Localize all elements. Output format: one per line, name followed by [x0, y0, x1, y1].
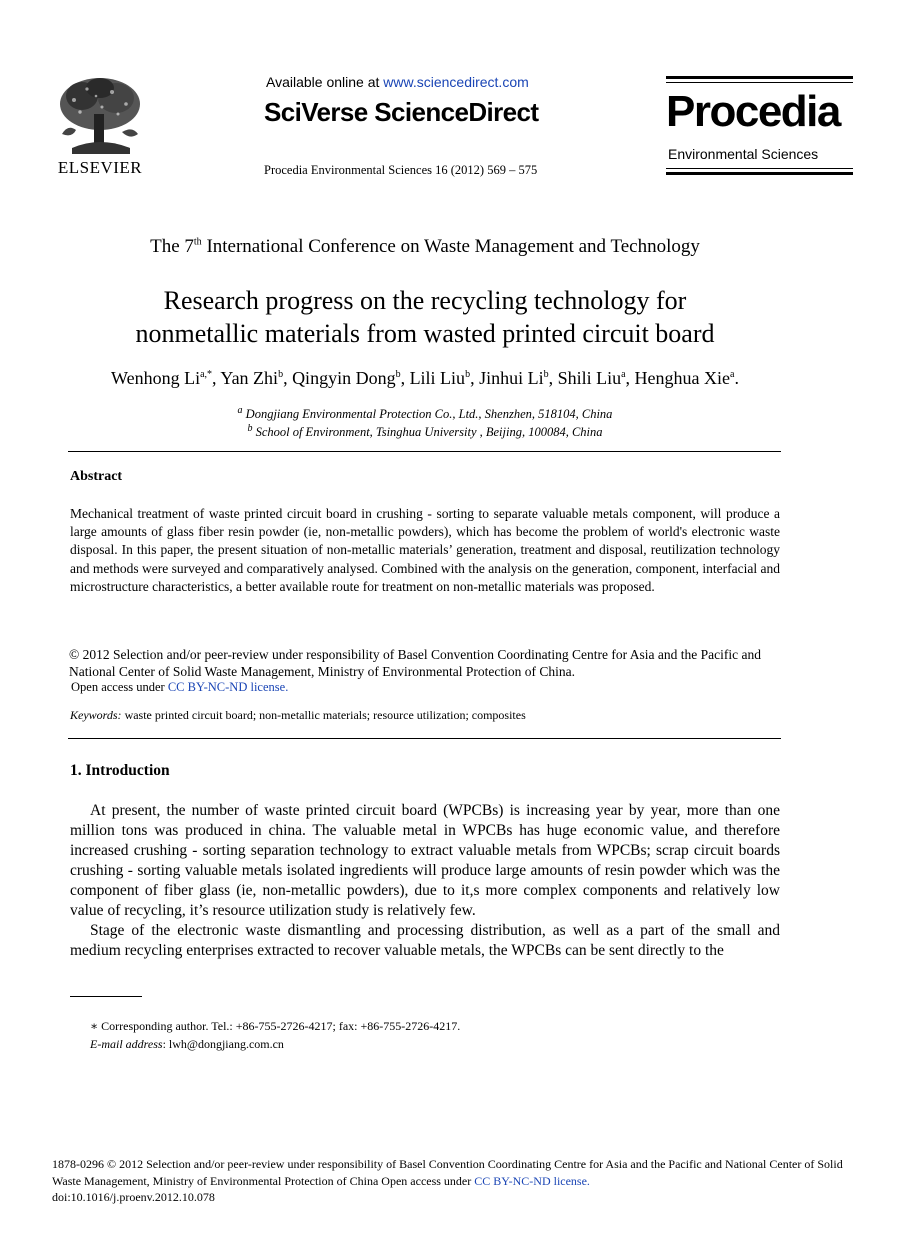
- author-affiliation-mark: b: [465, 369, 471, 380]
- author-affiliation-mark: b: [543, 369, 549, 380]
- available-online-label: Available online at: [266, 74, 380, 90]
- procedia-subtitle: Environmental Sciences: [668, 146, 819, 162]
- author-name: Wenhong Li: [111, 368, 201, 388]
- available-online-line: [266, 74, 529, 90]
- procedia-logo: [666, 76, 853, 176]
- elsevier-tree-icon: [52, 74, 148, 156]
- intro-paragraph-1: At present, the number of waste printed circuit board (WPCBs) is increasing year by year, more than one million tons was produced in china. The valuable metal in WPCBs has huge economic value, and therefore increased crushing - sorting separation technology to extract valuable metals from WPCBs; scrap circuit boards crushing - sorting valuable metals isolated ingredients will produce large amounts of resin powder which was the component of fiber glass (ie, non-metallic powders), due to it,s more complex components and relatively low value of recycling, it’s resource utilization study is relatively few.: [70, 802, 780, 919]
- affiliation-b: $^b$ School of Environment, Tsinghua University , Beijing, 100084, China: [247, 422, 603, 439]
- paper-title-line-1: Research progress on the recycling technology for: [163, 286, 687, 315]
- author-separator: .: [734, 368, 739, 388]
- author-name: Jinhui Li: [479, 368, 544, 388]
- author-affiliation-mark: b: [278, 369, 284, 380]
- procedia-wordmark: Procedia: [666, 87, 840, 136]
- sciverse-sciencedirect-logo: SciVerse ScienceDirect: [264, 97, 539, 127]
- author-name: Lili Liu: [409, 368, 466, 388]
- sciencedirect-link[interactable]: www.sciencedirect.com: [383, 74, 529, 90]
- conference-name: The 7th International Conference on Waste Management and Technology: [150, 236, 700, 257]
- section-heading-introduction: 1. Introduction: [70, 762, 170, 779]
- author-name: Qingyin Dong: [292, 368, 396, 388]
- paper-title-line-2: nonmetallic materials from wasted printed circuit board: [135, 319, 715, 348]
- issn-footer: 1878-0296 © 2012 Selection and/or peer-review under responsibility of Basel Convention Coordinating Centre for Asia and the Pacific and National Center of Solid Waste Management, Ministry of Environmental Protection of China Open access under CC BY-NC-ND license. doi:10.1016/j.proenv.2012.10.078: [52, 1156, 872, 1206]
- license-link[interactable]: CC BY-NC-ND license.: [167, 680, 289, 694]
- email-footnote: E-mail address: lwh@dongjiang.com.cn: [90, 1037, 284, 1051]
- copyright-statement: © 2012 Selection and/or peer-review under responsibility of Basel Convention Coordinating Centre for Asia and the Pacific and National Center of Solid Waste Management, Ministry of Environmental Protection of China.: [69, 647, 761, 679]
- author-name: Shili Liu: [557, 368, 622, 388]
- abstract-body: Mechanical treatment of waste printed circuit board in crushing - sorting to separate valuable metals component, will produce a large amounts of glass fiber resin powder (ie, non-metallic powders), which has become the problem of world's electronic waste disposal. In this paper, the present situation of non-metallic materials’ generation, treatment and disposal, reutilization technology and methods were surveyed and comparatively analysed. Combined with the analysis on the generation, component, interfacial and microstructure characteristics, a better available route for treatment on non-metallic materials was proposed.: [70, 506, 780, 594]
- author-affiliation-mark: a: [730, 369, 735, 380]
- elsevier-logo: [52, 74, 148, 176]
- author-separator: ,: [212, 368, 221, 388]
- abstract-heading: Abstract: [70, 469, 123, 484]
- author-name: Yan Zhi: [220, 368, 279, 388]
- issn-copyright: 1878-0296 © 2012 Selection and/or peer-review under responsibility of Basel Convention Coordinating Centre for Asia and the Pacific and National Center of Solid Waste Management, Ministry of Environmental Protection of China: [52, 1157, 843, 1188]
- author-list: [0, 368, 850, 389]
- intro-paragraph-2: Stage of the electronic waste dismantling and processing distribution, as well as a part of the small and medium recycling enterprises extracted to recover valuable metals, the WPCBs can be sent directly to the: [70, 922, 780, 959]
- elsevier-wordmark: ELSEVIER: [57, 158, 143, 177]
- corresponding-author-footnote: ∗ Corresponding author. Tel.: +86-755-2726-4217; fax: +86-755-2726-4217.: [90, 1019, 461, 1033]
- author-separator: ,: [470, 368, 480, 388]
- divider-bottom: [68, 738, 781, 739]
- paper-title: [0, 284, 850, 350]
- open-access-line: Open access under CC BY-NC-ND license.: [71, 680, 289, 694]
- keywords-list: waste printed circuit board; non-metallic materials; resource utilization; composites: [121, 708, 526, 722]
- author-affiliation-mark: a: [621, 369, 626, 380]
- author-separator: ,: [548, 368, 558, 388]
- affiliation-a: $^a$ Dongjiang Environmental Protection Co., Ltd., Shenzhen, 518104, China: [237, 404, 613, 421]
- author-affiliation-mark: a,*: [200, 369, 213, 380]
- author-separator: ,: [400, 368, 410, 388]
- author-name: Henghua Xie: [634, 368, 731, 388]
- author-separator: ,: [283, 368, 293, 388]
- keywords-label: Keywords:: [70, 708, 122, 722]
- divider-top: [68, 451, 781, 452]
- author-separator: ,: [625, 368, 635, 388]
- footer-license-link[interactable]: CC BY-NC-ND license.: [474, 1173, 590, 1188]
- doi: doi:10.1016/j.proenv.2012.10.078: [52, 1190, 215, 1204]
- journal-reference: Procedia Environmental Sciences 16 (2012) 569 – 575: [264, 163, 538, 177]
- footnote-rule: [70, 996, 142, 997]
- author-affiliation-mark: b: [395, 369, 401, 380]
- keywords-line: [70, 708, 526, 723]
